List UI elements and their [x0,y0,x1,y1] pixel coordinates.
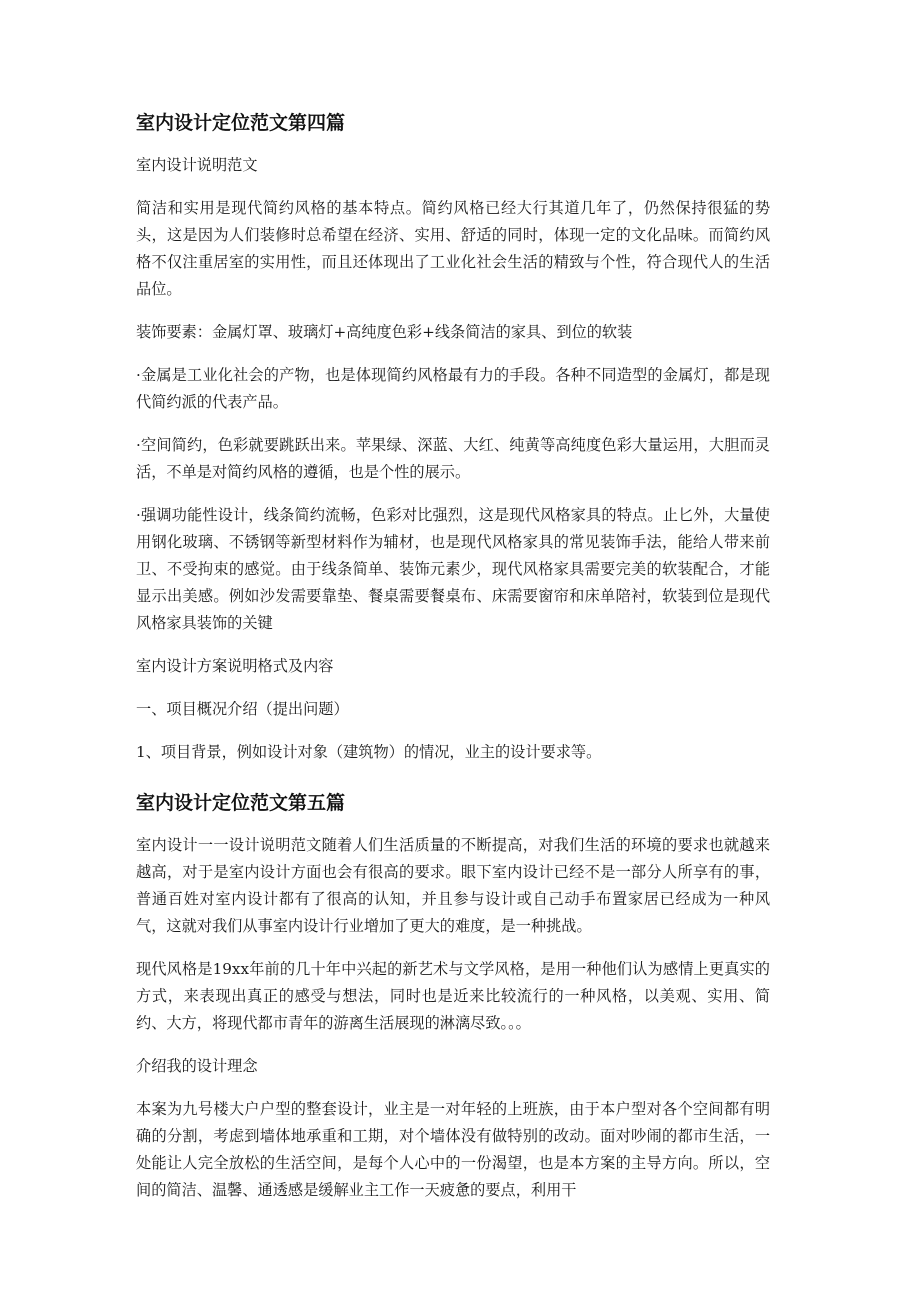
section-title-5: 室内设计定位范文第五篇 [136,792,346,814]
paragraph-modern-style: 现代风格是19xx年前的几十年中兴起的新艺术与文学风格，是用一种他们认为感情上更真实的方式，来表现出真正的感受与想法，同时也是近来比较流行的一种风格，以美观、实用、简约、大方，将现代都市青年的游离生活展现的淋漓尽致。。。 [136,960,770,1032]
paragraph-intro: 简洁和实用是现代简约风格的基本特点。简约风格已经大行其道几年了，仍然保持很猛的势头，这是因为人们装修时总希望在经济、实用、舒适的同时，体现一定的文化品味。而简约风格不仅注重居室的实用性，而且还体现出了工业化社会生活的精致与个性，符合现代人的生活品位。 [136,199,770,298]
paragraph-concept-heading: 介绍我的设计理念 [136,1057,258,1075]
paragraph-case: 本案为九号楼大户户型的整套设计，业主是一对年轻的上班族，由于本户型对各个空间都有明确的分割，考虑到墙体地承重和工期，对个墙体没有做特别的改动。面对吵闹的都市生活，一处能让人完全放松的生活空间，是每个人心中的一份渴望，也是本方案的主导方向。所以，空间的简洁、温馨、通透感是缓解业主工作一天疲惫的要点，利用干 [136,1100,770,1199]
paragraph-design-intro: 室内设计一一设计说明范文随着人们生活质量的不断提高，对我们生活的环境的要求也就越来越高，对于是室内设计方面也会有很高的要求。眼下室内设计已经不是一部分人所享有的事，普通百姓对室内设计都有了很高的认知，并且参与设计或自己动手布置家居已经成为一种风气，这就对我们从事室内设计行业增加了更大的难度，是一种挑战。 [136,836,770,935]
subtitle: 室内设计说明范文 [136,156,258,174]
document-page [136,100,770,1220]
paragraph-format: 室内设计方案说明格式及内容 [136,657,334,675]
section-title-4: 室内设计定位范文第四篇 [136,112,346,134]
paragraph-background: 1、项目背景，例如设计对象（建筑物）的情况，业主的设计要求等。 [136,743,602,761]
bullet-metal: ·金属是工业化社会的产物，也是体现简约风格最有力的手段。各种不同造型的金属灯，都是现代简约派的代表产品。 [136,366,770,411]
bullet-color: ·空间简约，色彩就要跳跃出来。苹果绿、深蓝、大红、纯黄等高纯度色彩大量运用，大胆而灵活，不单是对简约风格的遵循，也是个性的展示。 [136,436,770,481]
paragraph-elements: 装饰要素：金属灯罩、玻璃灯+高纯度色彩+线条简洁的家具、到位的软装 [136,323,633,341]
paragraph-overview: 一、项目概况介绍（提出问题） [136,700,349,718]
bullet-function: ·强调功能性设计，线条简约流畅，色彩对比强烈，这是现代风格家具的特点。止匕外，大量使用钢化玻璃、不锈钢等新型材料作为辅材，也是现代风格家具的常见装饰手法，能给人带来前卫、不受拘束的感觉。由于线条简单、装饰元素少，现代风格家具需要完美的软装配合，才能显示出美感。例如沙发需要靠垫、餐桌需要餐桌布、床需要窗帘和床单陪衬，软装到位是现代风格家具装饰的关键 [136,506,770,632]
